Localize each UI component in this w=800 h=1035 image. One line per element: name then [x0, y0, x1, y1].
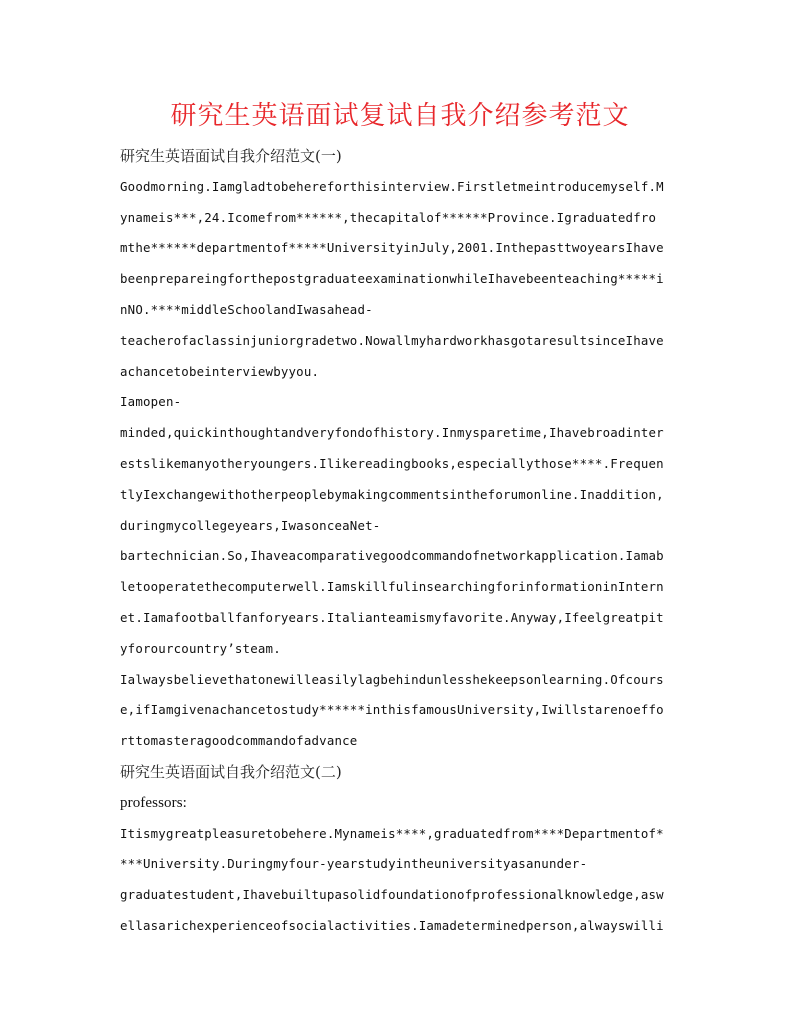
- text-line: professors:: [120, 794, 187, 811]
- text-line: Ialwaysbelievethatonewilleasilylagbehindunlesshekeepsonlearning.Ofcours: [120, 671, 664, 687]
- text-line: bartechnician.So,Ihaveacomparativegoodcommandofnetworkapplication.Iamab: [120, 548, 664, 564]
- text-line: e,ifIamgivenachancetostudy******inthisfamousUniversity,Iwillstarenoeffo: [120, 702, 664, 718]
- text-line: minded,quickinthoughtandveryfondofhistory.Inmysparetime,Ihavebroadinter: [120, 425, 664, 441]
- text-line: achancetobeinterviewbyyou.: [120, 363, 320, 379]
- text-line: tlyIexchangewithotherpeoplebymakingcommentsintheforumonline.Inaddition,: [120, 486, 664, 502]
- text-line: rttomasteragoodcommandofadvance: [120, 733, 358, 749]
- text-line: Iamopen-: [120, 394, 182, 410]
- text-line: teacherofaclassinjuniorgradetwo.NowallmyhardworkhasgotaresultsinceIhave: [120, 332, 664, 348]
- text-line: Itismygreatpleasuretobehere.Mynameis****,graduatedfrom****Departmentof*: [120, 825, 664, 841]
- document-title: 研究生英语面试复试自我介绍参考范文: [170, 101, 630, 131]
- text-line: duringmycollegeyears,IwasonceaNet-: [120, 517, 381, 533]
- document-body: [120, 141, 680, 942]
- text-line: beenprepareingforthepostgraduateexaminationwhileIhavebeenteaching*****i: [120, 271, 664, 287]
- text-line: ellasarichexperienceofsocialactivities.Iamadeterminedperson,alwayswilli: [120, 917, 664, 933]
- text-line: letooperatethecomputerwell.IamskillfulinsearchingforinformationinIntern: [120, 579, 664, 595]
- text-line: graduatestudent,Ihavebuiltupasolidfoundationofprofessionalknowledge,asw: [120, 887, 664, 903]
- text-line: ***University.Duringmyfour-yearstudyintheuniversityasanunder-: [120, 856, 588, 872]
- section-heading: 研究生英语面试自我介绍范文(二): [120, 762, 342, 781]
- text-line: yforourcountry’steam.: [120, 640, 281, 656]
- text-line: nNO.****middleSchoolandIwasahead-: [120, 301, 373, 317]
- text-line: ynameis***,24.Icomefrom******,thecapitalof******Province.Igraduatedfro: [120, 209, 657, 225]
- text-line: estslikemanyotheryoungers.Ilikereadingbooks,especiallythose****.Frequen: [120, 455, 664, 471]
- text-line: Goodmorning.Iamgladtobehereforthisinterview.Firstletmeintroducemyself.M: [120, 178, 664, 194]
- text-line: mthe******departmentof*****UniversityinJuly,2001.InthepasttwoyearsIhave: [120, 240, 664, 256]
- text-line: et.Iamafootballfanforyears.Italianteamismyfavorite.Anyway,Ifeelgreatpit: [120, 609, 664, 625]
- section-heading: 研究生英语面试自我介绍范文(一): [120, 147, 342, 165]
